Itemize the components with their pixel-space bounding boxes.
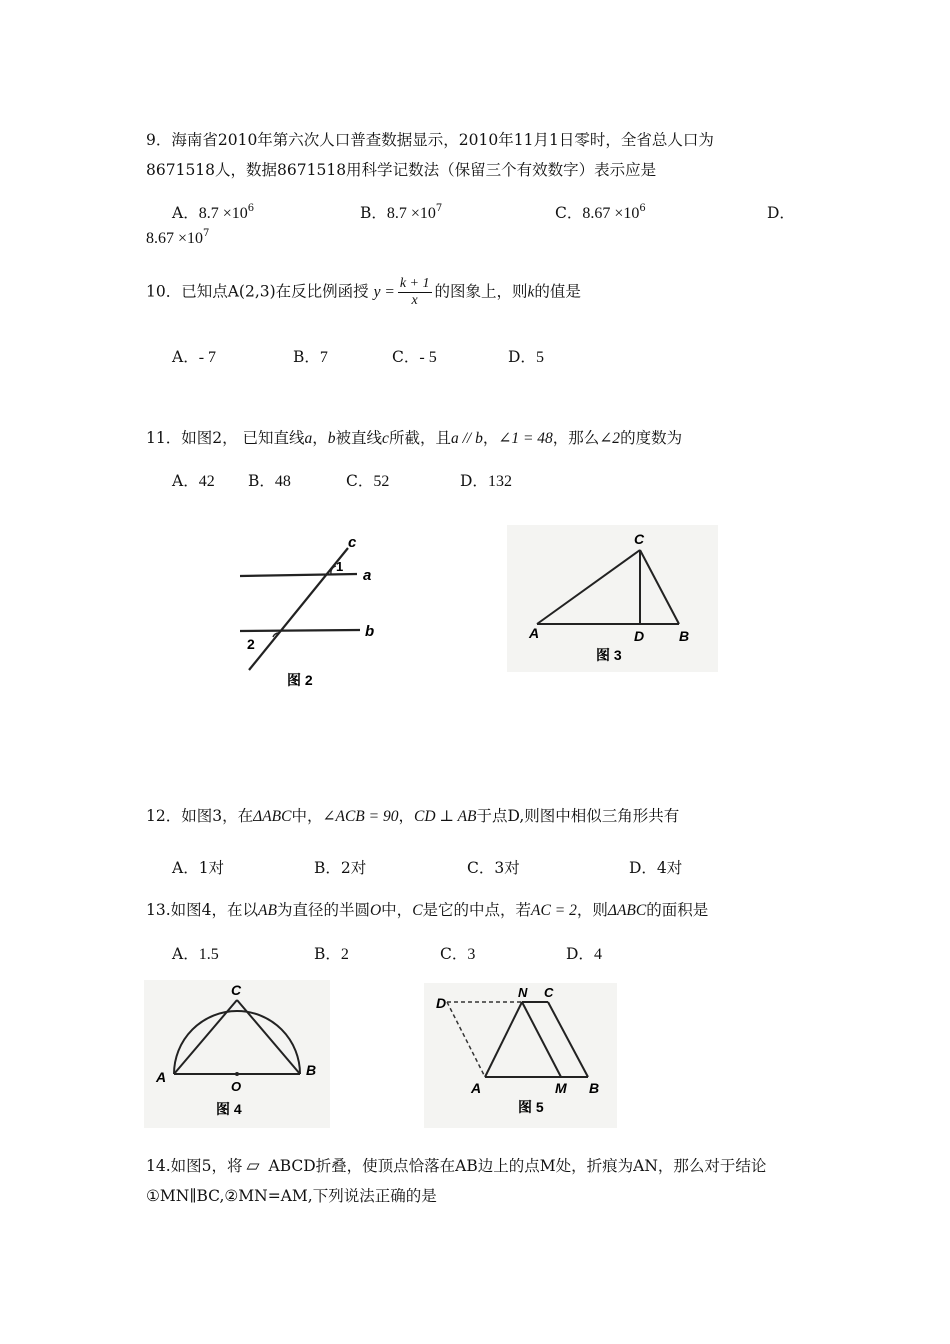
label-A: A: [156, 1069, 167, 1085]
label-B: B: [679, 628, 690, 644]
segment-NM: [522, 1002, 561, 1077]
figure-3-caption: 图 3: [596, 647, 622, 663]
q10-option-b: B．7: [293, 348, 328, 366]
label-c: c: [348, 534, 357, 551]
option-value: 8.7 ×10: [198, 205, 248, 222]
label-C: C: [231, 982, 242, 998]
q9-option-c: [555, 201, 646, 223]
segment-CB: [640, 550, 679, 624]
q9-line2: 8671518人，数据8671518用科学记数法（保留三个有效数字）表示应是: [146, 161, 657, 179]
segment-AC: [537, 550, 640, 624]
label-M: M: [555, 1080, 567, 1096]
q10-end: 的值是: [534, 282, 581, 301]
label-A: A: [529, 625, 540, 641]
q9-option-d-label: D．: [767, 204, 795, 222]
figure-2-diagram: [235, 530, 385, 695]
option-label: B．: [360, 204, 387, 222]
option-value: 8.67 ×10: [582, 205, 640, 222]
q13-stem: 13.如图4，在以AB为直径的半圆O中，C是它的中点，若AC = 2，则ΔABC的面积是: [146, 901, 709, 919]
figure-4-diagram: [144, 980, 330, 1128]
line-a: [240, 574, 357, 576]
q11-option-a: A．42: [172, 472, 215, 490]
q10-option-d: D．5: [508, 348, 544, 366]
q14-line2: ①MN∥BC,②MN=AM,下列说法正确的是: [146, 1187, 437, 1205]
option-exponent: 6: [247, 203, 255, 214]
q11-option-b: B．48: [248, 472, 291, 490]
label-O: O: [231, 1079, 242, 1094]
figure-4: [144, 980, 330, 1128]
option-exponent: 7: [435, 203, 443, 214]
q12-option-a: A．1对: [172, 859, 225, 877]
segment-AC: [174, 1000, 237, 1074]
option-label: A．: [172, 204, 199, 222]
q9-option-d: [146, 228, 209, 248]
q11-option-c: C．52: [346, 472, 390, 490]
line-b: [240, 630, 360, 631]
q9-option-b: [360, 201, 442, 223]
center-O-point: [235, 1072, 239, 1076]
dashed-DA: [447, 1002, 485, 1077]
q10-fraction: [398, 276, 432, 309]
figure-3-diagram: [507, 525, 718, 672]
q10-y-equals: y =: [373, 283, 395, 301]
figure-5-diagram: [424, 983, 617, 1128]
q12-option-c: C．3对: [467, 859, 520, 877]
label-1: 1: [336, 559, 344, 574]
q12-stem: 12．如图3，在ΔABC中，∠ACB = 90，CD ⊥ AB于点D,则图中相似三角形共有: [146, 807, 680, 825]
label-C: C: [634, 531, 645, 547]
label-a: a: [363, 567, 372, 584]
q10-k: k: [527, 283, 535, 301]
segment-AN: [485, 1002, 522, 1077]
figure-2-caption: 图 2: [287, 672, 313, 688]
q13-option-c: C．3: [440, 945, 476, 963]
label-D: D: [634, 628, 645, 644]
option-exponent: 7: [203, 228, 210, 239]
q10-option-c: C．- 5: [392, 348, 437, 366]
q13-option-a: A．1.5: [172, 945, 219, 963]
option-label: C．: [555, 204, 583, 222]
figure-3: [507, 525, 718, 672]
option-exponent: 6: [639, 203, 646, 214]
option-value: 8.7 ×10: [386, 205, 436, 222]
parallelogram-symbol: ▱: [246, 1156, 260, 1176]
label-b: b: [365, 623, 375, 640]
figure-5-caption: 图 5: [518, 1099, 544, 1115]
segment-CB: [548, 1002, 588, 1077]
label-B: B: [589, 1080, 600, 1096]
q11-option-d: D．132: [460, 472, 512, 490]
label-B: B: [306, 1062, 317, 1078]
fraction-denominator: x: [411, 293, 418, 308]
q13-option-d: D．4: [566, 945, 602, 963]
label-C: C: [544, 985, 554, 1000]
label-A: A: [471, 1080, 482, 1096]
figure-4-caption: 图 4: [216, 1101, 242, 1117]
q13-option-b: B．2: [314, 945, 349, 963]
figure-5: [424, 983, 617, 1128]
q9-option-a: [172, 201, 254, 223]
label-N: N: [518, 985, 528, 1000]
q9-line1: 9．海南省2010年第六次人口普查数据显示，2010年11月1日零时，全省总人口为: [146, 131, 714, 149]
q10-prefix: 10．已知点A(2,3)在反比例函授: [146, 282, 369, 301]
label-D: D: [436, 995, 447, 1011]
semicircle-arc: [174, 1011, 300, 1074]
q10-option-a: A．- 7: [172, 348, 217, 366]
q10-stem: [146, 276, 581, 309]
segment-CB: [237, 1000, 300, 1074]
q11-stem: 11．如图2， 已知直线a，b被直线c所截，且a // b，∠1 = 48，那么∠2的度数为: [146, 429, 683, 447]
q12-option-d: D．4对: [629, 859, 683, 877]
q12-option-b: B．2对: [314, 859, 367, 877]
line-c: [249, 548, 348, 670]
label-2: 2: [247, 636, 255, 652]
q14-line1: 14.如图5，将 ▱ ABCD折叠，使顶点恰落在AB边上的点M处，折痕为AN，那么对于结论: [146, 1156, 767, 1176]
figure-2: [235, 530, 385, 695]
q10-suffix: 的图象上，则: [434, 282, 528, 301]
option-value: 8.67 ×10: [146, 230, 204, 247]
fraction-numerator: k + 1: [399, 276, 430, 291]
